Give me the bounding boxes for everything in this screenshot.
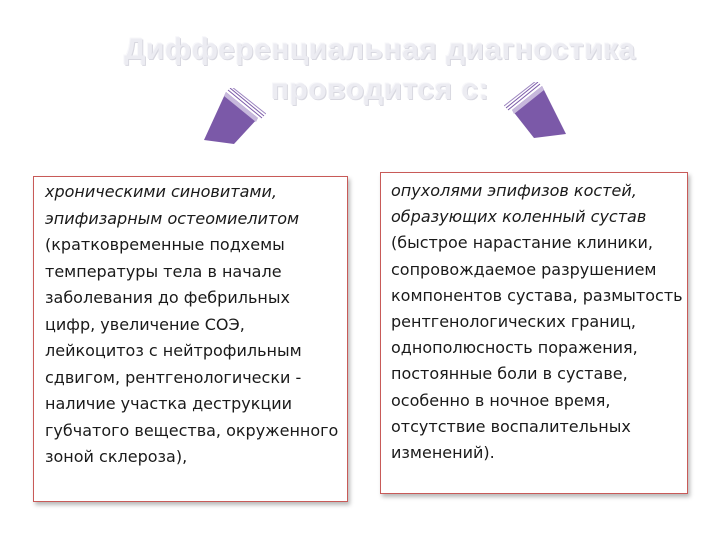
left-diagnosis-condition: хроническими синовитами, эпифизарным остеомиелитом bbox=[45, 182, 300, 228]
right-diagnosis-text bbox=[391, 178, 683, 466]
left-diagnosis-text bbox=[45, 179, 343, 471]
left-diagnosis-details: (кратковременные подхемы температуры тела в начале заболевания до фебрильных цифр, увеличение СОЭ, лейкоцитоз с нейтрофильным сдвигом, рентгенологически - наличие участка деструкции губчатого вещества, окруженного зоной склероза), bbox=[45, 235, 339, 466]
right-diagnosis-details: (быстрое нарастание клиники, сопровождаемое разрушением компонентов сустава, размытость рентгенологических границ, однополюсность поражения, постоянные боли в суставе, особенно в ночное время, отсутствие воспалительных изменений). bbox=[391, 233, 683, 463]
diamond-arrow-down-right-icon bbox=[504, 82, 572, 150]
left-diagnosis-box bbox=[33, 176, 348, 502]
slide-title bbox=[60, 30, 700, 110]
right-diagnosis-box bbox=[380, 172, 688, 494]
title-line-2: проводится с: bbox=[270, 73, 490, 106]
diamond-arrow-down-left-icon bbox=[198, 88, 266, 156]
right-diagnosis-condition: опухолями эпифизов костей, образующих коленный сустав bbox=[391, 181, 647, 227]
title-line-1: Дифференциальная диагностика bbox=[124, 33, 636, 66]
